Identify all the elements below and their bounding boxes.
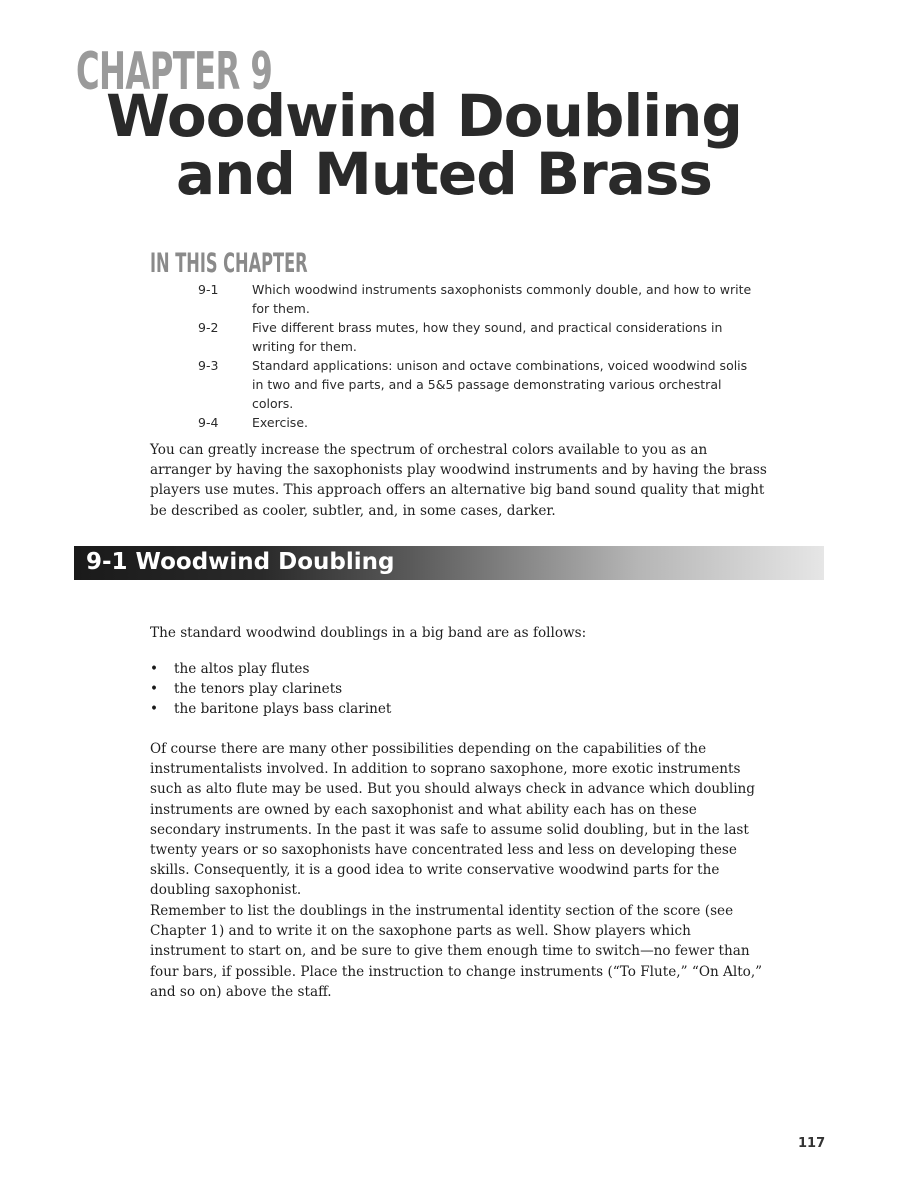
- contents-item-number: 9-4: [198, 415, 219, 430]
- chapter-title-line2: and Muted Brass: [176, 140, 712, 208]
- contents-item-text: Exercise.: [252, 415, 308, 430]
- contents-item: [198, 356, 758, 413]
- bullet-icon: •: [150, 701, 159, 717]
- contents-item-text: Which woodwind instruments saxophonists commonly double, and how to write for them.: [252, 282, 752, 316]
- in-this-chapter-heading: IN THIS CHAPTER: [150, 248, 308, 279]
- list-item: [150, 699, 391, 719]
- list-item-text: the baritone plays bass clarinet: [174, 701, 392, 717]
- contents-item-number: 9-2: [198, 320, 219, 335]
- chapter-label: CHAPTER 9: [76, 42, 273, 102]
- list-item: [150, 659, 391, 679]
- list-item-text: the altos play flutes: [174, 661, 310, 677]
- page-number: 117: [798, 1136, 826, 1151]
- list-item-text: the tenors play clarinets: [174, 681, 343, 697]
- chapter-contents-list: [198, 280, 758, 432]
- doubling-list: [150, 659, 391, 719]
- contents-item-number: 9-1: [198, 282, 219, 297]
- contents-item-text: Five different brass mutes, how they sound, and practical considerations in writing for them.: [252, 320, 723, 354]
- chapter-title-line1: Woodwind Doubling: [106, 82, 742, 150]
- contents-item-text: Standard applications: unison and octave combinations, voiced woodwind solis in two and five parts, and a 5&5 passage demonstrating various orchestral colors.: [252, 358, 748, 411]
- bullet-icon: •: [150, 661, 159, 677]
- list-item: [150, 679, 391, 699]
- section-heading-bar: [74, 546, 824, 580]
- section-paragraph-2: Remember to list the doublings in the instrumental identity section of the score (see Chapter 1) and to write it on the saxophone parts as well. Show players which instrument to start on, and be sure to give them enough time to switch—no fewer than four bars, if possible. Place the instruction to change instruments (“To Flute,” “On Alto,” and so on) above the staff.: [150, 903, 763, 1000]
- section-paragraph-1: Of course there are many other possibilities depending on the capabilities of the instrumentalists involved. In addition to soprano saxophone, more exotic instruments such as alto flute may be used. But you should always check in advance which doubling instruments are owned by each saxophonist and what ability each has on these secondary instruments. In the past it was safe to assume solid doubling, but in the last twenty years or so saxophonists have concentrated less and less on developing these skills. Consequently, it is a good idea to write conservative woodwind parts for the doubling saxophonist.: [150, 741, 756, 899]
- contents-item: [198, 280, 758, 318]
- contents-item-number: 9-3: [198, 358, 219, 373]
- contents-item: [198, 413, 758, 432]
- section-lead: The standard woodwind doublings in a big band are as follows:: [150, 625, 587, 641]
- contents-item: [198, 318, 758, 356]
- bullet-icon: •: [150, 681, 159, 697]
- intro-paragraph: You can greatly increase the spectrum of orchestral colors available to you as an arranger by having the saxophonists play woodwind instruments and by having the brass players use mutes. This approach offers an alternative big band sound quality that might be described as cooler, subtler, and, in some cases, darker.: [150, 442, 767, 519]
- section-title: 9-1 Woodwind Doubling: [86, 549, 395, 575]
